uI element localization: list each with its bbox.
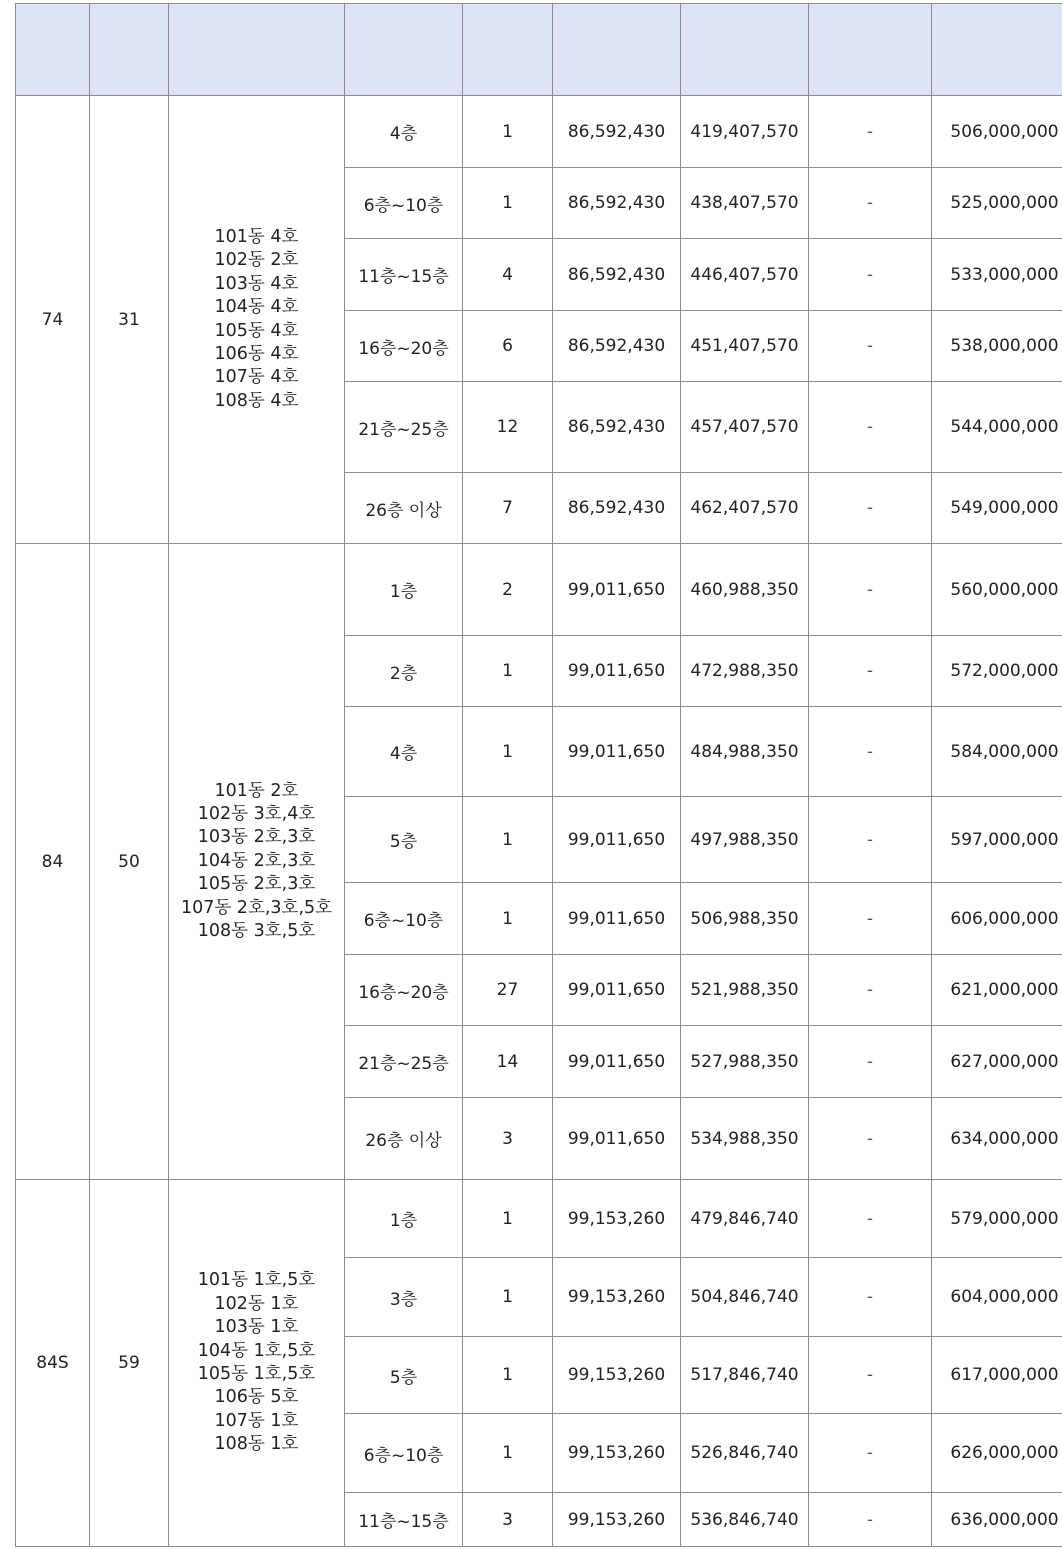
type-cell: 84S bbox=[16, 1180, 90, 1547]
land-price-cell: 99,153,260 bbox=[553, 1493, 681, 1547]
count-cell: 7 bbox=[463, 473, 553, 544]
building-price-cell: 457,407,570 bbox=[681, 382, 809, 473]
count-cell: 1 bbox=[463, 96, 553, 168]
floor-cell: 5층 bbox=[345, 797, 463, 883]
floor-cell: 16층~20층 bbox=[345, 955, 463, 1026]
unit-line: 105동 4호 bbox=[214, 320, 299, 341]
total-price-cell: 544,000,000 bbox=[932, 382, 1062, 473]
count-cell: 2 bbox=[463, 544, 553, 636]
building-price-cell: 419,407,570 bbox=[681, 96, 809, 168]
unit-line: 108동 1호 bbox=[214, 1434, 299, 1455]
unit-line: 108동 4호 bbox=[214, 390, 299, 411]
count-cell: 6 bbox=[463, 311, 553, 382]
vat-cell: - bbox=[809, 955, 932, 1026]
vat-cell: - bbox=[809, 1493, 932, 1547]
header-cell bbox=[932, 4, 1062, 96]
land-price-cell: 99,011,650 bbox=[553, 797, 681, 883]
unit-line: 104동 1호,5호 bbox=[197, 1340, 316, 1361]
building-price-cell: 521,988,350 bbox=[681, 955, 809, 1026]
vat-cell: - bbox=[809, 1337, 932, 1414]
total-price-cell: 506,000,000 bbox=[932, 96, 1062, 168]
count-cell: 1 bbox=[463, 797, 553, 883]
land-price-cell: 99,011,650 bbox=[553, 707, 681, 797]
land-price-cell: 99,011,650 bbox=[553, 544, 681, 636]
floor-cell: 4층 bbox=[345, 96, 463, 168]
table-header bbox=[16, 4, 1062, 96]
floor-cell: 3층 bbox=[345, 1258, 463, 1337]
land-price-cell: 86,592,430 bbox=[553, 168, 681, 239]
building-price-cell: 534,988,350 bbox=[681, 1098, 809, 1180]
total-price-cell: 597,000,000 bbox=[932, 797, 1062, 883]
unit-line: 105동 1호,5호 bbox=[197, 1364, 316, 1384]
floor-cell: 26층 이상 bbox=[345, 1098, 463, 1180]
building-price-cell: 526,846,740 bbox=[681, 1414, 809, 1493]
unit-line: 106동 5호 bbox=[214, 1387, 299, 1408]
vat-cell: - bbox=[809, 1414, 932, 1493]
floor-cell: 6층~10층 bbox=[345, 883, 463, 955]
floor-cell: 5층 bbox=[345, 1337, 463, 1414]
total-price-cell: 579,000,000 bbox=[932, 1180, 1062, 1258]
unit-line: 103동 4호 bbox=[214, 273, 299, 294]
floor-cell: 6층~10층 bbox=[345, 1414, 463, 1493]
unit-line: 102동 3호,4호 bbox=[197, 803, 316, 824]
table-row bbox=[16, 1180, 1062, 1258]
vat-cell: - bbox=[809, 883, 932, 955]
header-cell bbox=[16, 4, 90, 96]
unit-line: 104동 2호,3호 bbox=[197, 850, 316, 871]
total-price-cell: 584,000,000 bbox=[932, 707, 1062, 797]
unit-line: 107동 4호 bbox=[214, 367, 299, 388]
count-cell: 3 bbox=[463, 1493, 553, 1547]
building-price-cell: 451,407,570 bbox=[681, 311, 809, 382]
vat-cell: - bbox=[809, 1258, 932, 1337]
total-price-cell: 533,000,000 bbox=[932, 239, 1062, 311]
unit-line: 102동 2호 bbox=[214, 250, 299, 271]
units-cell bbox=[169, 544, 345, 1180]
total-price-cell: 627,000,000 bbox=[932, 1026, 1062, 1098]
total-units-cell: 50 bbox=[90, 544, 169, 1180]
count-cell: 3 bbox=[463, 1098, 553, 1180]
header-cell bbox=[463, 4, 553, 96]
table-body bbox=[16, 96, 1062, 1547]
unit-line: 107동 2호,3호,5호 bbox=[180, 897, 333, 918]
floor-cell: 21층~25층 bbox=[345, 382, 463, 473]
land-price-cell: 86,592,430 bbox=[553, 473, 681, 544]
count-cell: 1 bbox=[463, 1180, 553, 1258]
unit-line: 101동 2호 bbox=[214, 780, 299, 801]
header-cell bbox=[345, 4, 463, 96]
table-row bbox=[16, 544, 1062, 636]
vat-cell: - bbox=[809, 1180, 932, 1258]
count-cell: 4 bbox=[463, 239, 553, 311]
vat-cell: - bbox=[809, 311, 932, 382]
land-price-cell: 99,011,650 bbox=[553, 955, 681, 1026]
unit-line: 105동 2호,3호 bbox=[197, 874, 316, 895]
building-price-cell: 517,846,740 bbox=[681, 1337, 809, 1414]
building-price-cell: 460,988,350 bbox=[681, 544, 809, 636]
building-price-cell: 484,988,350 bbox=[681, 707, 809, 797]
floor-cell: 1층 bbox=[345, 1180, 463, 1258]
land-price-cell: 86,592,430 bbox=[553, 239, 681, 311]
count-cell: 1 bbox=[463, 1414, 553, 1493]
land-price-cell: 99,153,260 bbox=[553, 1180, 681, 1258]
building-price-cell: 438,407,570 bbox=[681, 168, 809, 239]
building-price-cell: 472,988,350 bbox=[681, 636, 809, 707]
total-price-cell: 525,000,000 bbox=[932, 168, 1062, 239]
building-price-cell: 479,846,740 bbox=[681, 1180, 809, 1258]
vat-cell: - bbox=[809, 797, 932, 883]
count-cell: 1 bbox=[463, 168, 553, 239]
building-price-cell: 504,846,740 bbox=[681, 1258, 809, 1337]
total-price-cell: 621,000,000 bbox=[932, 955, 1062, 1026]
header-cell bbox=[90, 4, 169, 96]
header-cell bbox=[809, 4, 932, 96]
count-cell: 14 bbox=[463, 1026, 553, 1098]
floor-cell: 2층 bbox=[345, 636, 463, 707]
unit-line: 107동 1호 bbox=[214, 1410, 299, 1431]
floor-cell: 6층~10층 bbox=[345, 168, 463, 239]
units-cell bbox=[169, 96, 345, 544]
building-price-cell: 536,846,740 bbox=[681, 1493, 809, 1547]
count-cell: 1 bbox=[463, 1258, 553, 1337]
header-cell bbox=[169, 4, 345, 96]
land-price-cell: 99,011,650 bbox=[553, 1026, 681, 1098]
total-price-cell: 572,000,000 bbox=[932, 636, 1062, 707]
building-price-cell: 506,988,350 bbox=[681, 883, 809, 955]
vat-cell: - bbox=[809, 382, 932, 473]
floor-cell: 26층 이상 bbox=[345, 473, 463, 544]
vat-cell: - bbox=[809, 96, 932, 168]
floor-cell: 4층 bbox=[345, 707, 463, 797]
building-price-cell: 462,407,570 bbox=[681, 473, 809, 544]
land-price-cell: 86,592,430 bbox=[553, 96, 681, 168]
total-price-cell: 634,000,000 bbox=[932, 1098, 1062, 1180]
land-price-cell: 86,592,430 bbox=[553, 382, 681, 473]
count-cell: 27 bbox=[463, 955, 553, 1026]
unit-line: 101동 4호 bbox=[214, 226, 299, 247]
unit-line: 102동 1호 bbox=[214, 1293, 299, 1314]
vat-cell: - bbox=[809, 1026, 932, 1098]
unit-line: 103동 2호,3호 bbox=[197, 827, 316, 848]
vat-cell: - bbox=[809, 239, 932, 311]
total-units-cell: 59 bbox=[90, 1180, 169, 1547]
count-cell: 12 bbox=[463, 382, 553, 473]
total-price-cell: 549,000,000 bbox=[932, 473, 1062, 544]
vat-cell: - bbox=[809, 473, 932, 544]
land-price-cell: 99,011,650 bbox=[553, 636, 681, 707]
land-price-cell: 99,011,650 bbox=[553, 1098, 681, 1180]
header-cell bbox=[553, 4, 681, 96]
vat-cell: - bbox=[809, 544, 932, 636]
building-price-cell: 497,988,350 bbox=[681, 797, 809, 883]
floor-cell: 11층~15층 bbox=[345, 1493, 463, 1547]
count-cell: 1 bbox=[463, 883, 553, 955]
building-price-cell: 527,988,350 bbox=[681, 1026, 809, 1098]
total-units-cell: 31 bbox=[90, 96, 169, 544]
vat-cell: - bbox=[809, 168, 932, 239]
count-cell: 1 bbox=[463, 707, 553, 797]
header-cell bbox=[681, 4, 809, 96]
floor-cell: 16층~20층 bbox=[345, 311, 463, 382]
floor-cell: 1층 bbox=[345, 544, 463, 636]
land-price-cell: 99,153,260 bbox=[553, 1414, 681, 1493]
floor-cell: 21층~25층 bbox=[345, 1026, 463, 1098]
land-price-cell: 99,153,260 bbox=[553, 1337, 681, 1414]
table-row bbox=[16, 96, 1062, 168]
type-cell: 74 bbox=[16, 96, 90, 544]
price-table bbox=[15, 3, 1062, 1547]
floor-cell: 11층~15층 bbox=[345, 239, 463, 311]
unit-line: 106동 4호 bbox=[214, 343, 299, 364]
total-price-cell: 606,000,000 bbox=[932, 883, 1062, 955]
total-price-cell: 604,000,000 bbox=[932, 1258, 1062, 1337]
units-cell bbox=[169, 1180, 345, 1547]
total-price-cell: 560,000,000 bbox=[932, 544, 1062, 636]
type-cell: 84 bbox=[16, 544, 90, 1180]
unit-line: 101동 1호,5호 bbox=[197, 1270, 316, 1291]
vat-cell: - bbox=[809, 707, 932, 797]
unit-line: 108동 3호,5호 bbox=[197, 921, 316, 942]
building-price-cell: 446,407,570 bbox=[681, 239, 809, 311]
total-price-cell: 636,000,000 bbox=[932, 1493, 1062, 1547]
unit-line: 104동 4호 bbox=[214, 297, 299, 318]
land-price-cell: 99,011,650 bbox=[553, 883, 681, 955]
total-price-cell: 626,000,000 bbox=[932, 1414, 1062, 1493]
total-price-cell: 617,000,000 bbox=[932, 1337, 1062, 1414]
count-cell: 1 bbox=[463, 636, 553, 707]
unit-line: 103동 1호 bbox=[214, 1317, 299, 1338]
land-price-cell: 99,153,260 bbox=[553, 1258, 681, 1337]
vat-cell: - bbox=[809, 636, 932, 707]
count-cell: 1 bbox=[463, 1337, 553, 1414]
total-price-cell: 538,000,000 bbox=[932, 311, 1062, 382]
vat-cell: - bbox=[809, 1098, 932, 1180]
land-price-cell: 86,592,430 bbox=[553, 311, 681, 382]
